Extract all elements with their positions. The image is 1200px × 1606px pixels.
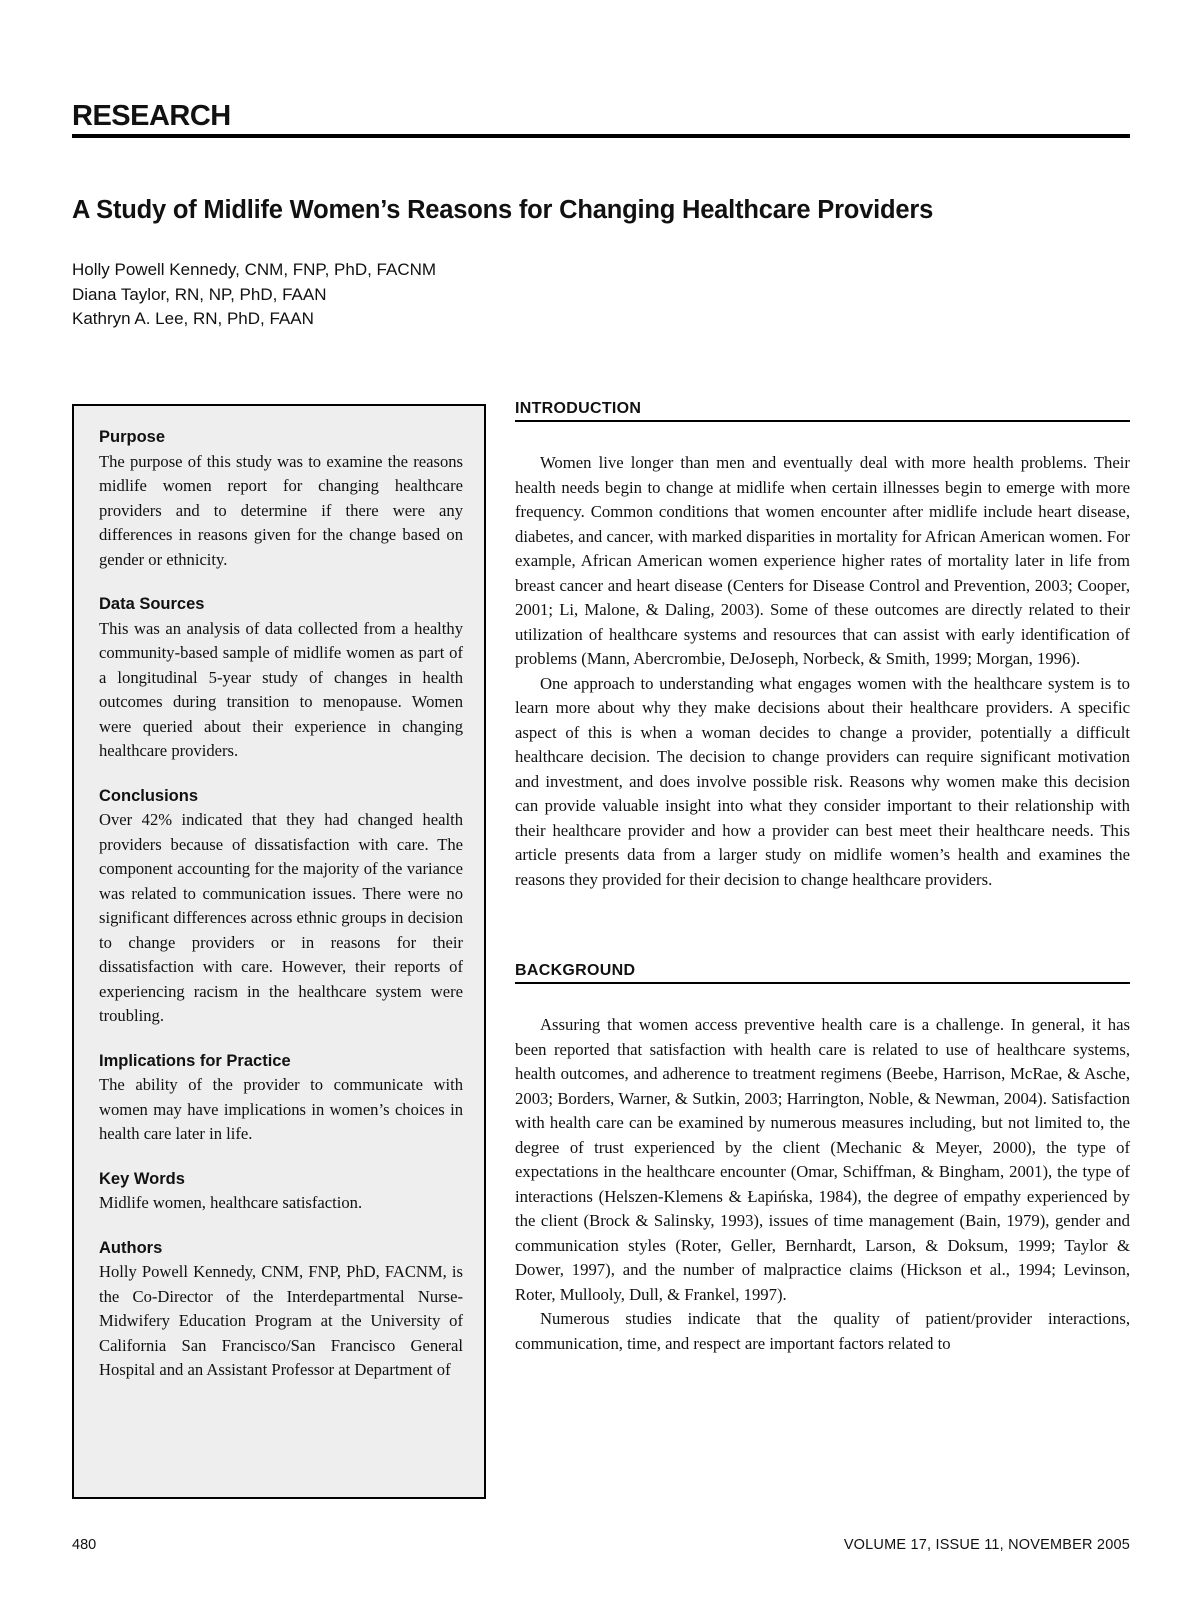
section-heading: INTRODUCTION bbox=[515, 400, 1130, 422]
abstract-heading: Conclusions bbox=[99, 786, 199, 805]
abstract-text: Midlife women, healthcare satisfaction. bbox=[99, 1193, 363, 1212]
abstract-text: The ability of the provider to communicate with women may have implications in women’s choices in health care later in life. bbox=[99, 1075, 463, 1143]
abstract-text: The purpose of this study was to examine the reasons midlife women report for changing healthcare providers and to determine if there were any differences in reasons given for the change based on gender or ethnicity. bbox=[99, 451, 463, 569]
abstract-implications bbox=[99, 1049, 463, 1147]
author-line: Holly Powell Kennedy, CNM, FNP, PhD, FACNM bbox=[72, 260, 437, 279]
abstract-text: Holly Powell Kennedy, CNM, FNP, PhD, FACNM, is the Co-Director of the Interdepartmental Nurse-Midwifery Education Program at the University of California San Francisco/San Francisco General Hospital and an Assistant Professor at Department of bbox=[99, 1262, 463, 1379]
section-heading: BACKGROUND bbox=[515, 962, 1130, 984]
introduction-section bbox=[515, 400, 1130, 892]
author-line: Kathryn A. Lee, RN, PhD, FAAN bbox=[72, 309, 314, 328]
page-number: 480 bbox=[72, 1537, 97, 1553]
abstract-box bbox=[72, 404, 486, 1499]
background-section bbox=[515, 962, 1130, 1356]
section-label: RESEARCH bbox=[72, 100, 231, 132]
abstract-authors bbox=[99, 1236, 463, 1383]
abstract-key-words bbox=[99, 1167, 463, 1216]
abstract-heading: Purpose bbox=[99, 428, 166, 446]
author-line: Diana Taylor, RN, NP, PhD, FAAN bbox=[72, 284, 327, 304]
abstract-heading: Key Words bbox=[99, 1169, 185, 1188]
body-paragraph: Assuring that women access preventive health care is a challenge. In general, it has been reported that satisfaction with health care is related to use of healthcare systems, health outcomes, and adherence to treatment regimens (Beebe, Harrison, McRae, & Asche, 2003; Borders, Warner, & Sutkin, 2003; Harrington, Noble, & Newman, 2004). Satisfaction with health care can be examined by numerous measures including, but not limited to, the degree of trust experienced by the client (Mechanic & Meyer, 2000), the type of expectations in the healthcare encounter (Omar, Schiffman, & Bingham, 2001), the type of interactions (Helszen-Klemens & Łapińska, 1984), the degree of empathy experienced by the client (Brock & Salinsky, 1993), issues of time management (Bain, 1979), gender and communication styles (Roter, Geller, Bernhardt, Larson, & Doksum, 1999; Taylor & Dower, 1997), and the number of malpractice claims (Hickson et al., 1994; Levinson, Roter, Mullooly, Dull, & Frankel, 1997). bbox=[515, 1015, 1130, 1304]
abstract-heading: Data Sources bbox=[99, 595, 205, 613]
journal-issue: VOLUME 17, ISSUE 11, NOVEMBER 2005 bbox=[843, 1537, 1130, 1553]
article-title: A Study of Midlife Women’s Reasons for Changing Healthcare Providers bbox=[72, 196, 934, 224]
abstract-purpose bbox=[99, 425, 463, 572]
abstract-text: This was an analysis of data collected from a healthy community-based sample of midlife women as part of a longitudinal 5-year study of changes in health outcomes during transition to menopause. Women were queried about their experience in changing healthcare providers. bbox=[99, 618, 463, 760]
body-column bbox=[515, 400, 1130, 1356]
abstract-heading: Authors bbox=[99, 1238, 163, 1257]
author-list bbox=[72, 258, 436, 332]
abstract-text: Over 42% indicated that they had changed health providers because of dissatisfaction with care. The component accounting for the majority of the variance was related to communication issues. There were no significant differences across ethnic groups in decision to change providers or in reasons for their dissatisfaction with care. However, their reports of experiencing racism in the healthcare system were troubling. bbox=[99, 810, 463, 1025]
body-paragraph: One approach to understanding what engages women with the healthcare system is to learn more about why they make decisions about their healthcare providers. A specific aspect of this is when a woman decides to change a provider, potentially a difficult healthcare decision. The decision to change providers can require significant motivation and investment, and does involve possible risk. Reasons why women make this decision can provide valuable insight into what they consider important to their relationship with their healthcare provider and how a provider can best meet their healthcare needs. This article presents data from a larger study on midlife women’s health and examines the reasons they provided for their decision to change healthcare providers. bbox=[515, 673, 1130, 889]
body-paragraph: Women live longer than men and eventually deal with more health problems. Their health needs begin to change at midlife when certain illnesses begin to emerge with more frequency. Common conditions that women encounter after midlife include heart disease, diabetes, and cancer, with marked disparities in mortality for African American women. For example, African American women experience higher rates of mortality later in life from breast cancer and heart disease (Centers for Disease Control and Prevention, 2003; Cooper, 2001; Li, Malone, & Daling, 2003). Some of these outcomes are directly related to their utilization of healthcare systems and resources that can assist with early identification of problems (Mann, Abercrombie, DeJoseph, Norbeck, & Smith, 1999; Morgan, 1996). bbox=[515, 453, 1130, 668]
section-rule bbox=[72, 134, 1130, 138]
abstract-heading: Implications for Practice bbox=[99, 1051, 291, 1070]
abstract-data-sources bbox=[99, 592, 463, 764]
abstract-conclusions bbox=[99, 784, 463, 1029]
body-paragraph: Numerous studies indicate that the quality of patient/provider interactions, communication, time, and respect are important factors related to bbox=[515, 1309, 1130, 1353]
